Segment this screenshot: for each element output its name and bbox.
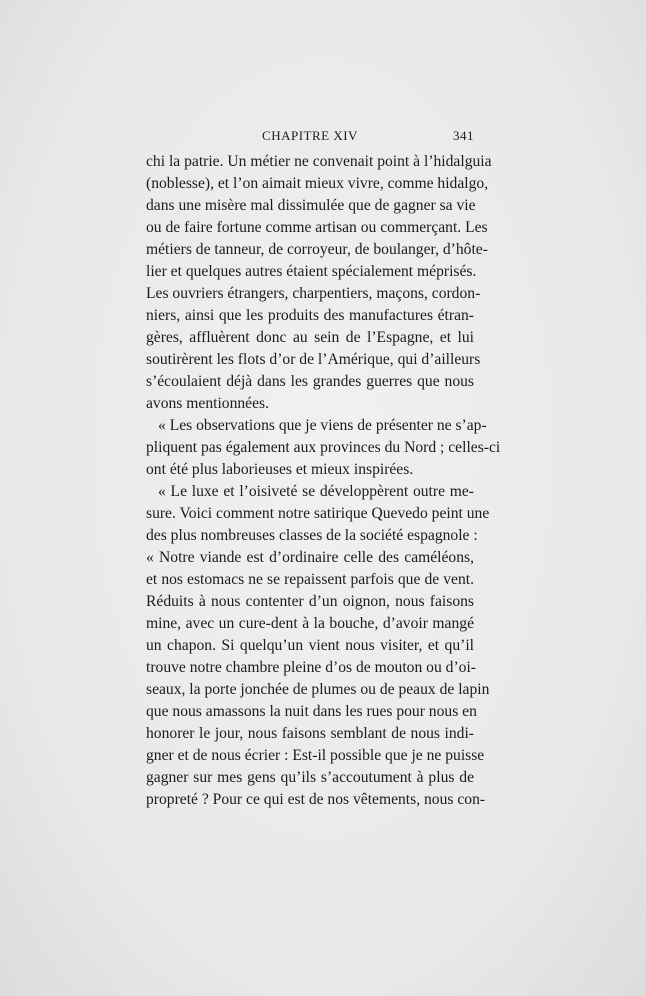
- text-line: pliquent pas également aux provinces du Nord ; celles-ci: [146, 439, 501, 456]
- chapter-title: CHAPITRE XIV: [262, 128, 358, 143]
- text-line: un chapon. Si quelqu’un vient nous visiter, et qu’il: [146, 637, 474, 654]
- text-line: propreté ? Pour ce qui est de nos vêtements, nous con-: [146, 791, 486, 808]
- text-line: mine, avec un cure-dent à la bouche, d’avoir mangé: [146, 615, 474, 632]
- text-line: métiers de tanneur, de corroyeur, de boulanger, d’hôte-: [146, 241, 488, 258]
- text-line: seaux, la porte jonchée de plumes ou de peaux de lapin: [146, 681, 490, 698]
- text-line: s’écoulaient déjà dans les grandes guerres que nous: [146, 373, 474, 390]
- text-line: ou de faire fortune comme artisan ou commerçant. Les: [146, 219, 488, 236]
- text-line: soutirèrent les flots d’or de l’Amérique, qui d’ailleurs: [146, 351, 481, 368]
- text-line: gagner sur mes gens qu’ils s’accoutument à plus de: [146, 769, 474, 786]
- text-line: Les ouvriers étrangers, charpentiers, maçons, cordon-: [146, 285, 481, 302]
- text-line: Réduits à nous contenter d’un oignon, nous faisons: [146, 593, 474, 610]
- text-line: lier et quelques autres étaient spécialement méprisés.: [146, 263, 477, 280]
- text-line: ont été plus laborieuses et mieux inspirées.: [146, 461, 414, 478]
- text-line: « Les observations que je viens de présenter ne s’ap-: [158, 417, 487, 434]
- text-line: chi la patrie. Un métier ne convenait point à l’hidalguia: [146, 153, 492, 170]
- text-line: et nos estomacs ne se repaissent parfois que de vent.: [146, 571, 474, 588]
- text-line: honorer le jour, nous faisons semblant de nous indi-: [146, 725, 474, 742]
- page-number: 341: [453, 128, 474, 143]
- text-line: trouve notre chambre pleine d’os de mouton ou d’oi-: [146, 659, 476, 676]
- running-header: [146, 128, 474, 148]
- text-line: niers, ainsi que les produits des manufactures étran-: [146, 307, 474, 324]
- text-line: que nous amassons la nuit dans les rues pour nous en: [146, 703, 477, 720]
- body-text: [146, 151, 501, 811]
- text-line: gner et de nous écrier : Est-il possible que je ne puisse: [146, 747, 485, 764]
- text-line: avons mentionnées.: [146, 395, 269, 412]
- text-line: (noblesse), et l’on aimait mieux vivre, comme hidalgo,: [146, 175, 489, 192]
- text-line: dans une misère mal dissimulée que de gagner sa vie: [146, 197, 476, 214]
- text-line: « Notre viande est d’ordinaire celle des caméléons,: [146, 549, 474, 566]
- text-line: sure. Voici comment notre satirique Quevedo peint une: [146, 505, 490, 522]
- text-line: des plus nombreuses classes de la société espagnole :: [146, 527, 478, 544]
- text-line: gères, affluèrent donc au sein de l’Espagne, et lui: [146, 329, 474, 346]
- text-line: « Le luxe et l’oisiveté se développèrent outre me-: [158, 483, 474, 500]
